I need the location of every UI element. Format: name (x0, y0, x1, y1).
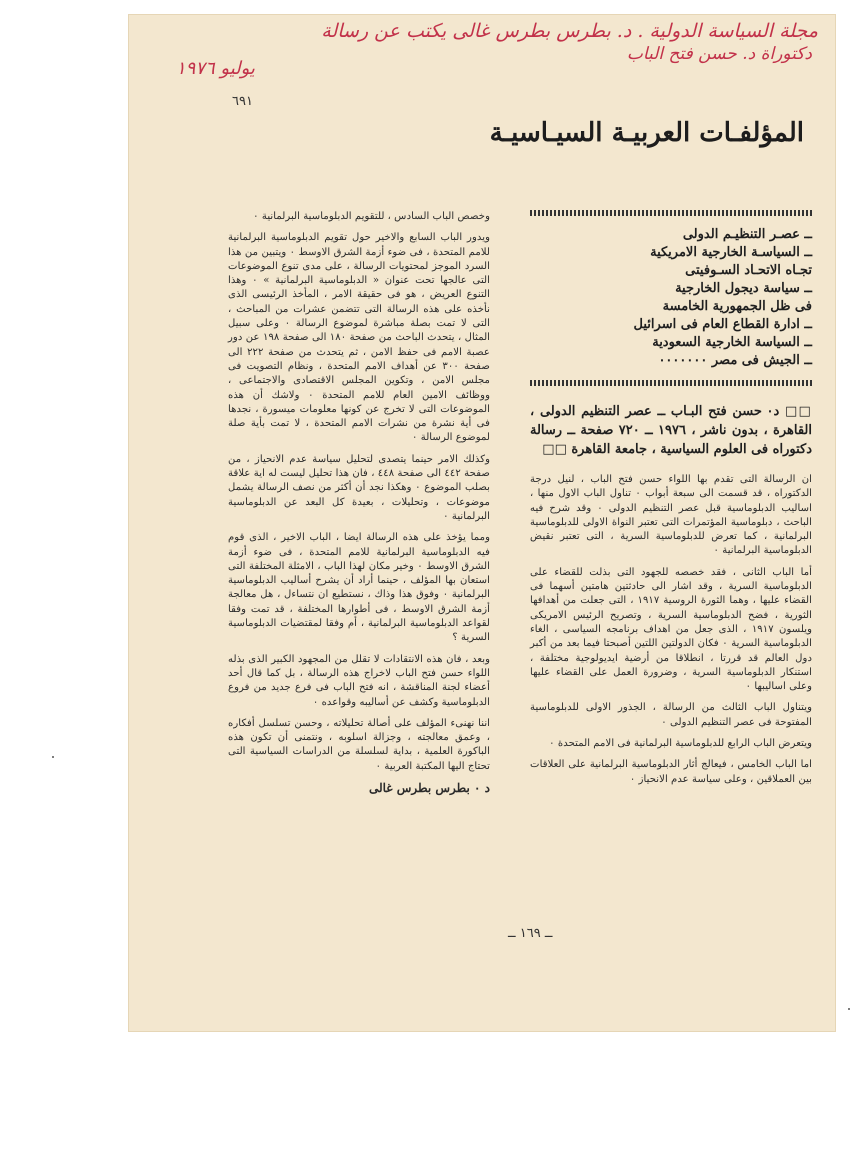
paragraph: أما الباب الثانى ، فقد خصصه للجهود التى بذلت للقضاء على الدبلوماسية السرية ، وقد اشار الى حادثتين هامتين أسهما فى القضاء عليها ، وهما الثورة الروسية ١٩١٧ ، التى جعلت من أهدافها الثورية ، فضح الدبلوماسية السرية ، وتصريح الرئيس الامريكى ويلسون ١٩١٧ ، الذى جعل من اهداف برنامجه السياسى ، الغاء الدبلوماسية السرية ٠ فكان الدولتين اللتين أصبحتا فيما بعد من أكبر دول العالم قد قررتا ، انطلاقا من أرضية ايديولوجية مختلفة ، استنكار الدبلوماسية السرية ، وضرورة العمل على القضاء عليها وعلى اساليبها ٠ (530, 566, 813, 693)
contents-item: ــ سياسة ديجول الخارجية (675, 281, 812, 296)
handwritten-note-date: يوليو ١٩٧٦ (176, 58, 255, 79)
paragraph: وكذلك الامر حينما يتصدى لتحليل سياسة عدم الانحياز ، من صفحة ٤٤٢ الى صفحة ٤٤٨ ، فان هذا تحليل ليست له اية علاقة بصلب الموضوع ٠ وهكذا نجد أن أكثر من نصف الرسالة يشمل موضوعات ، وتحليلات ، بعيدة كل البعد عن الدبلوماسية البرلمانية ٠ (228, 453, 490, 522)
paragraph: ويتناول الباب الثالث من الرسالة ، الجذور الاولى للدبلوماسية المفتوحة فى عصر التنظيم الدولى ٠ (530, 702, 812, 728)
paragraph: اننا نهنىء المؤلف على أصالة تحليلاته ، وحسن تسلسل أفكاره ، وعمق معالجته ، وجزالة اسلوبه ، ونتمنى أن تكون هذه الباكورة العلمية ، بداية لسلسلة من الدراسات السياسية التى تحتاج اليها المكتبة العربية ٠ (228, 717, 490, 772)
contents-item: ــ السياسة الخارجية السعودية (652, 335, 812, 350)
scanned-page (128, 14, 836, 1032)
contents-item: ــ الجيش فى مصر ٠٠٠٠٠٠٠ (658, 353, 812, 368)
contents-item: ــ ادارة القطاع العام فى اسرائيل (633, 317, 812, 332)
page-number-top: ٦٩١ (232, 94, 253, 109)
contents-item: ــ السياسـة الخارجية الامريكية (650, 245, 812, 260)
page-title: المؤلفـات العربيـة السيـاسيـة (489, 118, 804, 148)
book-heading: □□ د٠ حسن فتح البـاب ــ عصر التنظيم الدولى ، القاهرة ، بدون ناشر ، ١٩٧٦ ــ ٧٢٠ صفحة ــ رسالة دكتوراه فى العلوم السياسية ، جامعة القاهرة □□ (530, 404, 813, 457)
contents-item: ــ عصـر التنظيـم الدولى (682, 227, 812, 242)
contents-list (530, 226, 812, 370)
paragraph: وبعد ، فان هذه الانتقادات لا تقلل من المجهود الكبير الذى بذله اللواء حسن فتح الباب لاخراج هذه الرسالة ، بل كما قال أحد أعضاء لجنة المناقشة ، انه فتح الباب فى فرع جديد من فروع الدبلوماسية وكشف عن أساليبه وقواعده ٠ (228, 653, 490, 708)
paragraph: ويتعرض الباب الرابع للدبلوماسية البرلمانية فى الامم المتحدة ٠ (549, 738, 812, 750)
paragraph: وخصص الباب السادس ، للتقويم الدبلوماسية البرلمانية ٠ (253, 211, 490, 222)
contents-item: فى ظل الجمهورية الخامسة (662, 299, 812, 314)
contents-item: تجـاه الاتحـاد السـوفيتى (685, 263, 812, 278)
dotted-divider-top (530, 210, 812, 216)
paragraph: ان الرسالة التى تقدم بها اللواء حسن فتح الباب ، لنيل درجة الدكتوراه ، قد قسمت الى سبعة أبواب ٠ تناول الباب الاول منها ، اساليب الدبلوماسية قبل عصر التنظيم الدولى ٠ وقد شرح فيه الباحث ، دبلوماسية المؤتمرات التى تعتبر النواة الاولى للدبلوماسية البرلمانية ، كما تعرض للدبلوماسية السرية ، التى تعتبر نقيض الدبلوماسية البرلمانية ٠ (530, 474, 813, 557)
paragraph: ويدور الباب السابع والاخير حول تقويم الدبلوماسية البرلمانية للامم المتحدة ، فى ضوء أزمة الشرق الاوسط ٠ ويتبين من هذا السرد الموجز لمحتويات الرسالة ، على مدى تنوع الموضوعات التى عالجها تحت عنوان « الدبلوماسية البرلمانية » ٠ وهذا التنوع العريض ، هو فى حقيقة الامر ، المأخذ الرئيسى الذى نأخذه على هذه الرسالة التى تتضمن عشرات من المباحث ، التى لا تمت بصلة مباشرة لموضوع الرسالة ٠ وعلى سبيل المثال ، يتحدث الباحث من صفحة ١٨٠ الى صفحة ١٩٨ عن دور عصبة الامم فى حفظ الامن ، ثم يتحدث من صفحة ٢٢٢ الى صفحة ٣٠٠ عن أهداف الامم المتحدة ، ونظام التصويت فى مجلس الامن ، وتكوين المجلس الاقتصادى والاجتماعى ، ووظائف الامين العام للامم المتحدة ٠ ولاشك أن هذه الموضوعات التى لا تخرج عن كونها معلومات ميسورة ، نجدها فى أية نشرة من نشرات الامم المتحدة ، لا تمت بأية صلة لموضوع الرسالة ٠ (228, 232, 491, 444)
handwritten-note-line2: دكتوراة د. حسن فتح الباب (626, 44, 812, 64)
author-signature: د ٠ بطرس بطرس غالى (368, 780, 490, 795)
right-column (530, 208, 812, 794)
page-number-bottom: ــ ١٦٩ ــ (508, 926, 553, 941)
scan-speck (52, 756, 54, 758)
handwritten-note-line1: مجلة السياسة الدولية . د. بطرس بطرس غالى يكتب عن رسالة (321, 20, 818, 42)
paragraph: اما الباب الخامس ، فيعالج أثار الدبلوماسية البرلمانية على العلاقات بين العملاقين ، وعلى سياسة عدم الانحياز ٠ (530, 759, 812, 785)
paragraph: ومما يؤخذ على هذه الرسالة ايضا ، الباب الاخير ، الذى قوم فيه الدبلوماسية البرلمانية للامم المتحدة ، فى ضوء أزمة الشرق الاوسط ٠ وخير مكان لهذا الباب ، الامثلة المختلفة التى استعان بها المؤلف ، حينما أراد أن يشرح أساليب الدبلوماسية البرلمانية ٠ وفوق هذا وذاك ، نستطيع ان نتساءل ، هل معالجة أزمة الشرق الاوسط ، فى أطوارها المختلفة ، قد تمت وفقا لقواعد الدبلوماسية البرلمانية ، أم وفقا لمقتضيات الدبلوماسية السرية ؟ (228, 532, 490, 644)
left-column (228, 210, 490, 795)
dotted-divider-bottom (530, 380, 812, 386)
